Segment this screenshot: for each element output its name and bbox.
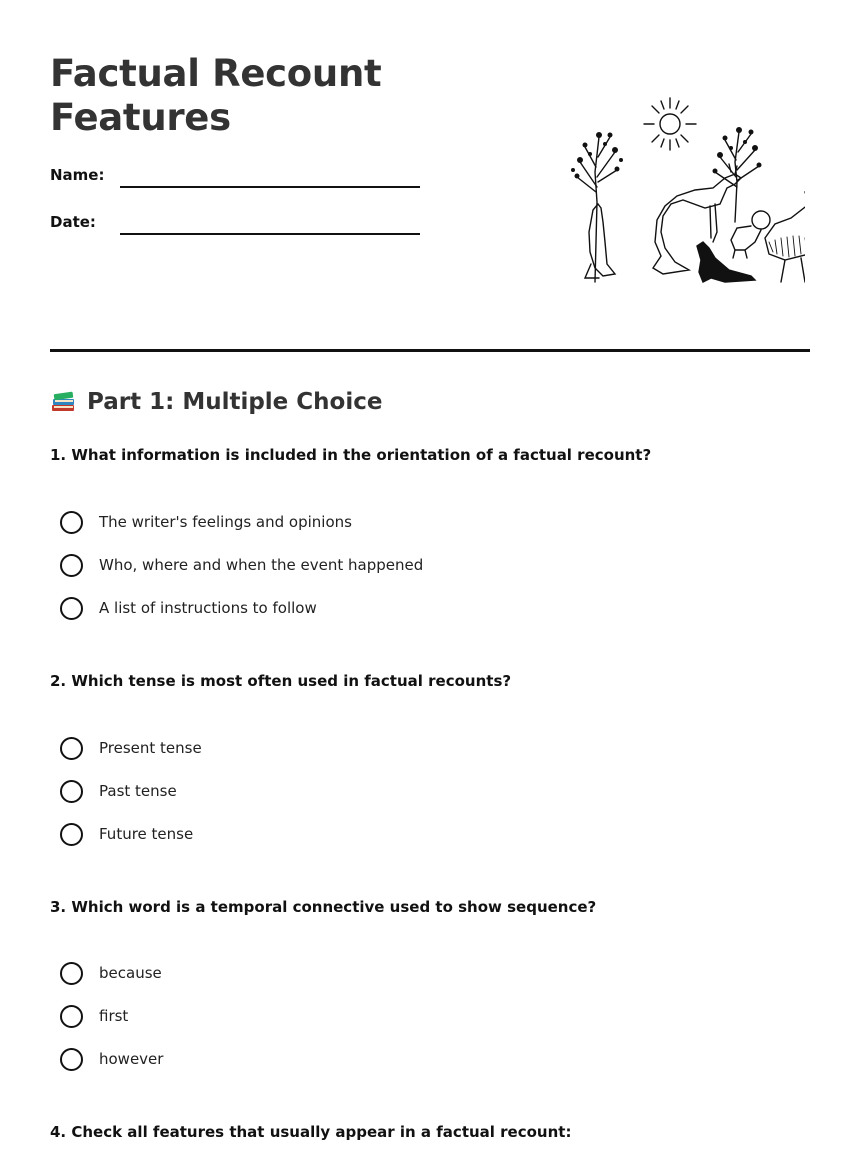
option-label: Who, where and when the event happened bbox=[99, 556, 424, 574]
tree-left-icon bbox=[577, 137, 617, 282]
title-line-2: Features bbox=[50, 96, 231, 139]
tree-right-icon bbox=[715, 132, 759, 222]
radio-button[interactable] bbox=[60, 1005, 83, 1028]
emu-icon bbox=[765, 186, 805, 282]
radio-button[interactable] bbox=[60, 737, 83, 760]
radio-button[interactable] bbox=[60, 1048, 83, 1071]
option-label: A list of instructions to follow bbox=[99, 599, 317, 617]
australian-animals-illustration bbox=[565, 92, 805, 287]
option-label: The writer's feelings and opinions bbox=[99, 513, 352, 531]
part-1-heading-text: Part 1: Multiple Choice bbox=[87, 388, 383, 415]
radio-button[interactable] bbox=[60, 554, 83, 577]
radio-button[interactable] bbox=[60, 780, 83, 803]
question-3: 3. Which word is a temporal connective used to show sequence? bbox=[50, 898, 597, 916]
radio-button[interactable] bbox=[60, 823, 83, 846]
part-1-heading bbox=[50, 388, 382, 415]
option-label: Past tense bbox=[99, 782, 177, 800]
name-label: Name: bbox=[50, 166, 105, 184]
q2-option-3[interactable] bbox=[60, 821, 193, 847]
q3-option-1[interactable] bbox=[60, 960, 162, 986]
header-divider bbox=[50, 349, 810, 352]
date-field[interactable] bbox=[120, 233, 420, 235]
radio-button[interactable] bbox=[60, 597, 83, 620]
koala-icon bbox=[731, 211, 770, 258]
option-label: because bbox=[99, 964, 162, 982]
q1-option-3[interactable] bbox=[60, 595, 317, 621]
radio-button[interactable] bbox=[60, 511, 83, 534]
q2-option-2[interactable] bbox=[60, 778, 177, 804]
question-1: 1. What information is included in the orientation of a factual recount? bbox=[50, 446, 652, 464]
option-label: Present tense bbox=[99, 739, 202, 757]
wallaby-icon bbox=[697, 242, 755, 282]
sun-icon bbox=[644, 98, 696, 150]
q2-option-1[interactable] bbox=[60, 735, 202, 761]
books-icon bbox=[50, 388, 77, 415]
page-title bbox=[50, 52, 381, 140]
q1-option-2[interactable] bbox=[60, 552, 423, 578]
radio-button[interactable] bbox=[60, 962, 83, 985]
question-4: 4. Check all features that usually appear in a factual recount: bbox=[50, 1123, 572, 1141]
option-label: however bbox=[99, 1050, 164, 1068]
kangaroo-small-icon bbox=[585, 204, 615, 278]
option-label: first bbox=[99, 1007, 129, 1025]
q3-option-3[interactable] bbox=[60, 1046, 163, 1072]
name-field[interactable] bbox=[120, 186, 420, 188]
q1-option-1[interactable] bbox=[60, 509, 352, 535]
option-label: Future tense bbox=[99, 825, 194, 843]
title-line-1: Factual Recount bbox=[50, 52, 382, 95]
question-2: 2. Which tense is most often used in factual recounts? bbox=[50, 672, 512, 690]
q3-option-2[interactable] bbox=[60, 1003, 128, 1029]
date-label: Date: bbox=[50, 213, 96, 231]
